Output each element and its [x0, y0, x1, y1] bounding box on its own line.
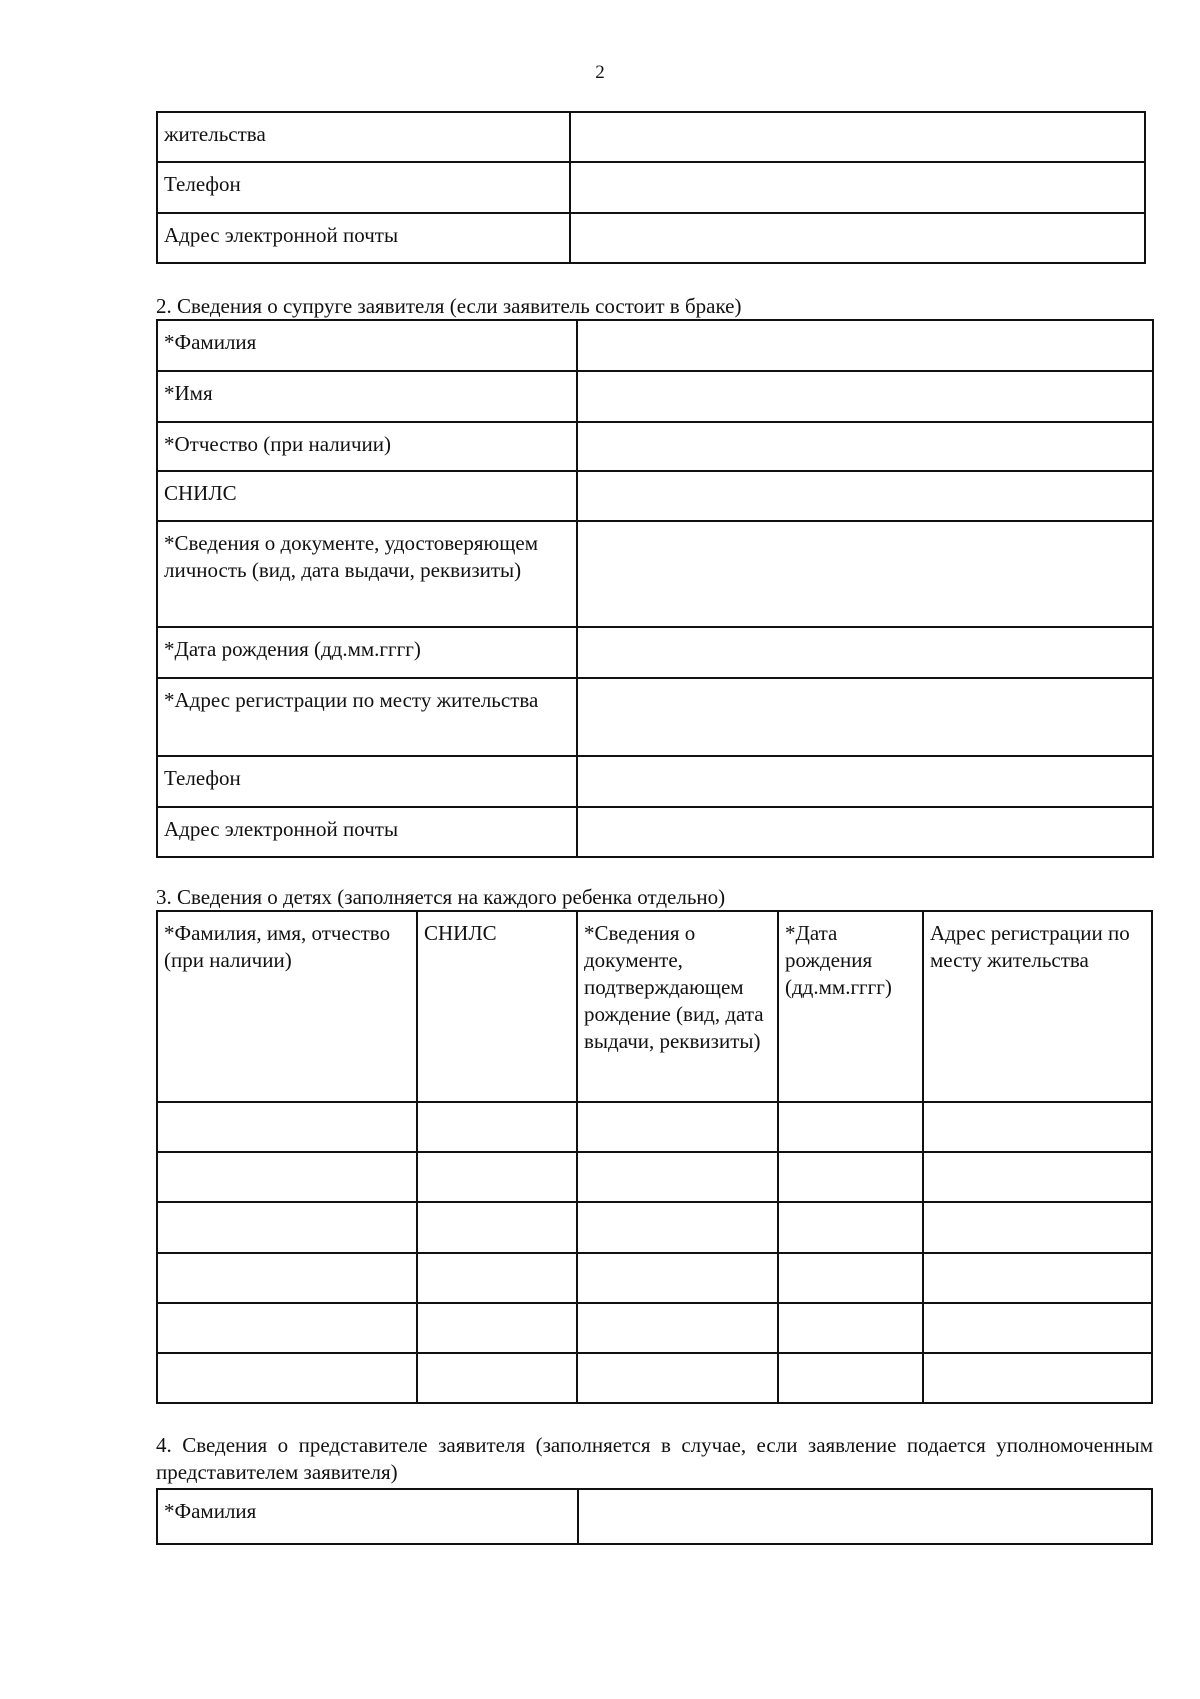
table-cell[interactable]: [417, 1253, 577, 1303]
table-row: [157, 756, 1153, 807]
column-header-address: Адрес регистрации по месту жительства: [923, 911, 1152, 1102]
table-cell[interactable]: [577, 1303, 778, 1353]
table-cell[interactable]: [923, 1202, 1152, 1253]
table-header-row: [157, 911, 1152, 1102]
table-cell[interactable]: [577, 1353, 778, 1403]
row-value[interactable]: [570, 213, 1145, 263]
table-row: [157, 1253, 1152, 1303]
table-cell[interactable]: [157, 1202, 417, 1253]
table-cell[interactable]: [778, 1253, 923, 1303]
column-header-full-name: *Фамилия, имя, отчество (при наличии): [157, 911, 417, 1102]
table-row: [157, 1489, 1152, 1544]
row-value[interactable]: [577, 471, 1153, 521]
section-3-heading: 3. Сведения о детях (заполняется на каждого ребенка отдельно): [156, 885, 726, 909]
table-cell[interactable]: [778, 1102, 923, 1152]
section-2-heading: 2. Сведения о супруге заявителя (если заявитель состоит в браке): [156, 294, 742, 318]
row-value[interactable]: [577, 756, 1153, 807]
table-row: [157, 213, 1145, 263]
column-header-birth-date: *Дата рождения (дд.мм.гггг): [778, 911, 923, 1102]
table-cell[interactable]: [417, 1353, 577, 1403]
column-header-birth-document: *Сведения о документе, подтверждающем рождение (вид, дата выдачи, реквизиты): [577, 911, 778, 1102]
row-label: Телефон: [157, 162, 570, 213]
row-value[interactable]: [577, 371, 1153, 422]
table-cell[interactable]: [417, 1102, 577, 1152]
table-cell[interactable]: [417, 1303, 577, 1353]
table-cell[interactable]: [778, 1303, 923, 1353]
row-label: *Имя: [157, 371, 577, 422]
table-cell[interactable]: [577, 1102, 778, 1152]
table-cell[interactable]: [778, 1202, 923, 1253]
row-value[interactable]: [577, 627, 1153, 678]
page-number: 2: [595, 62, 605, 83]
row-label: *Дата рождения (дд.мм.гггг): [157, 627, 577, 678]
row-label: *Фамилия: [157, 1489, 578, 1544]
table-row: [157, 627, 1153, 678]
row-label: Адрес электронной почты: [157, 213, 570, 263]
row-value[interactable]: [577, 678, 1153, 756]
table-cell[interactable]: [577, 1152, 778, 1202]
table-cell[interactable]: [157, 1102, 417, 1152]
row-value[interactable]: [570, 162, 1145, 213]
table-cell[interactable]: [157, 1152, 417, 1202]
table-cell[interactable]: [157, 1353, 417, 1403]
row-value[interactable]: [577, 807, 1153, 857]
row-label: *Адрес регистрации по месту жительства: [157, 678, 577, 756]
table-row: [157, 1202, 1152, 1253]
applicant-contacts-table: [156, 111, 1146, 264]
column-header-snils: СНИЛС: [417, 911, 577, 1102]
table-row: [157, 678, 1153, 756]
table-cell[interactable]: [923, 1353, 1152, 1403]
table-row: [157, 1102, 1152, 1152]
children-info-table: [156, 910, 1153, 1404]
table-row: [157, 521, 1153, 627]
row-value[interactable]: [577, 521, 1153, 627]
row-value[interactable]: [577, 422, 1153, 471]
row-label: Адрес электронной почты: [157, 807, 577, 857]
table-cell[interactable]: [923, 1253, 1152, 1303]
row-value[interactable]: [577, 320, 1153, 371]
table-cell[interactable]: [923, 1102, 1152, 1152]
spouse-info-table: [156, 319, 1154, 858]
row-label: *Отчество (при наличии): [157, 422, 577, 471]
row-label: жительства: [157, 112, 570, 162]
representative-info-table: [156, 1488, 1153, 1545]
table-row: [157, 371, 1153, 422]
row-label: *Фамилия: [157, 320, 577, 371]
table-cell[interactable]: [577, 1202, 778, 1253]
table-cell[interactable]: [778, 1152, 923, 1202]
row-label: СНИЛС: [157, 471, 577, 521]
table-cell[interactable]: [417, 1152, 577, 1202]
table-cell[interactable]: [157, 1253, 417, 1303]
table-row: [157, 112, 1145, 162]
table-row: [157, 471, 1153, 521]
table-row: [157, 422, 1153, 471]
table-cell[interactable]: [923, 1152, 1152, 1202]
row-label: Телефон: [157, 756, 577, 807]
row-label: *Сведения о документе, удостоверяющем личность (вид, дата выдачи, реквизиты): [157, 521, 577, 627]
table-cell[interactable]: [157, 1303, 417, 1353]
row-value[interactable]: [578, 1489, 1152, 1544]
table-row: [157, 320, 1153, 371]
table-cell[interactable]: [417, 1202, 577, 1253]
table-row: [157, 1303, 1152, 1353]
table-row: [157, 1353, 1152, 1403]
table-cell[interactable]: [778, 1353, 923, 1403]
table-row: [157, 162, 1145, 213]
section-4-heading: 4. Сведения о представителе заявителя (заполняется в случае, если заявление подается уполномоченным представителем заявителя): [156, 1433, 1153, 1484]
table-cell[interactable]: [923, 1303, 1152, 1353]
table-cell[interactable]: [577, 1253, 778, 1303]
table-row: [157, 807, 1153, 857]
row-value[interactable]: [570, 112, 1145, 162]
table-row: [157, 1152, 1152, 1202]
